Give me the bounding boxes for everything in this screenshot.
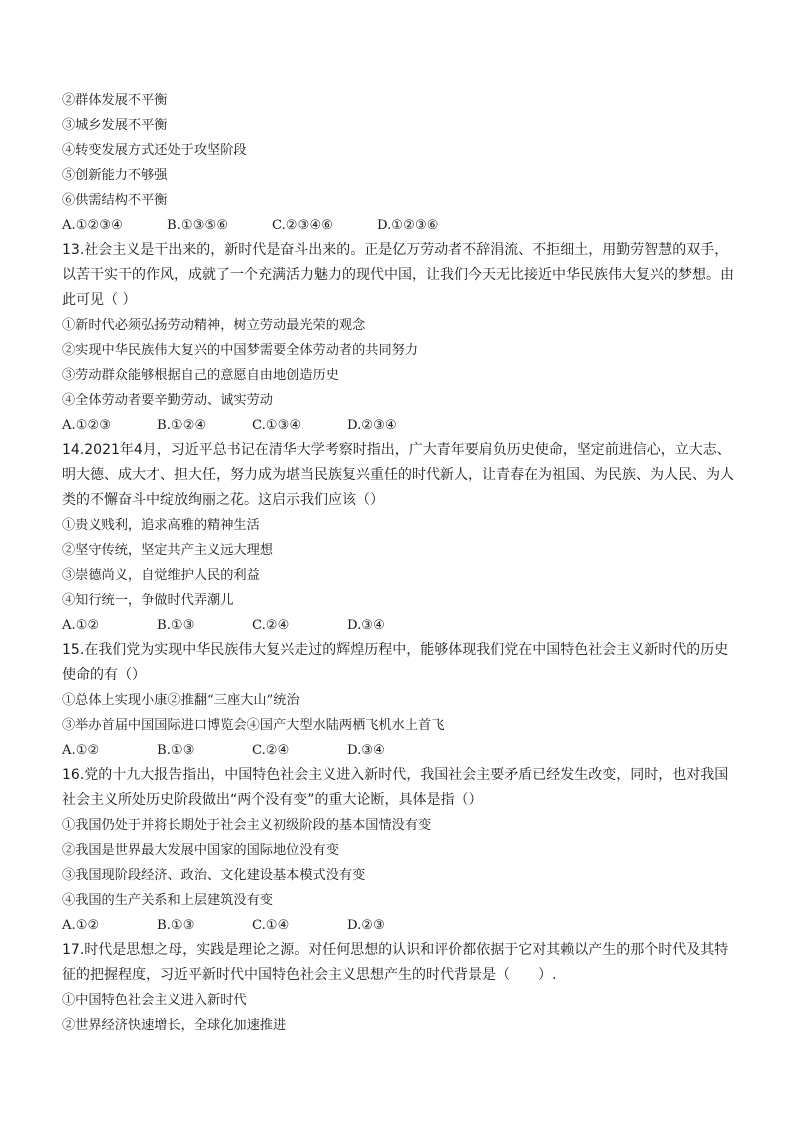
q16-option-2: ②我国是世界最大发展中国家的国际地位没有变	[62, 843, 339, 858]
q15-stem: 15.在我们党为实现中华民族伟大复兴走过的辉煌历程中，能够体现我们党在中国特色社会主义新时代的历史使命的有（）	[62, 642, 729, 683]
q15-options-line-2: ③举办首届中国国际进口博览会④国产大型水陆两栖飞机水上首飞	[62, 718, 445, 733]
q14-choice-c: C.②④	[252, 618, 290, 633]
q12-choice-a: A.①②③④	[62, 218, 124, 233]
q17-stem: 17.时代是思想之母，实践是理论之源。对任何思想的认识和评价都依据于它对其赖以产生的那个时代及其特征的把握程度，习近平新时代中国特色社会主义思想产生的时代背景是（ ）.	[62, 942, 729, 983]
q15-options-line-1: ①总体上实现小康②推翻“三座大山”统治	[62, 693, 300, 708]
q14-choice-b: B.①③	[157, 618, 195, 633]
q13-choice-c: C.①③④	[252, 418, 302, 433]
q17-option-2: ②世界经济快速增长，全球化加速推进	[62, 1018, 287, 1033]
q14-choice-d: D.③④	[347, 618, 385, 633]
q12-option-3: ③城乡发展不平衡	[62, 118, 168, 133]
q16-choice-b: B.①③	[157, 918, 195, 933]
q13-option-2: ②实现中华民族伟大复兴的中国梦需要全体劳动者的共同努力	[62, 343, 419, 358]
q13-choice-b: B.①②④	[157, 418, 207, 433]
q14-option-4: ④知行统一，争做时代弄潮儿	[62, 593, 234, 608]
q12-option-6: ⑥供需结构不平衡	[62, 193, 168, 208]
q16-choices	[62, 913, 734, 938]
q12-option-4: ④转变发展方式还处于攻坚阶段	[62, 143, 247, 158]
q13-choice-d: D.②③④	[347, 418, 397, 433]
q14-option-2: ②坚守传统，坚定共产主义远大理想	[62, 543, 273, 558]
q13-choice-a: A.①②③	[62, 418, 112, 433]
q13-option-3: ③劳动群众能够根据自己的意愿自由地创造历史	[62, 368, 339, 383]
q15-choice-d: D.③④	[347, 743, 385, 758]
q15-choice-b: B.①③	[157, 743, 195, 758]
q14-option-3: ③崇德尚义，自觉维护人民的利益	[62, 568, 260, 583]
q17-option-1: ①中国特色社会主义进入新时代	[62, 993, 247, 1008]
q16-option-1: ①我国仍处于并将长期处于社会主义初级阶段的基本国情没有变	[62, 818, 432, 833]
q13-stem: 13.社会主义是干出来的，新时代是奋斗出来的。正是亿万劳动者不辞涓流、不拒细土，用勤劳智慧的双手，以苦干实干的作风，成就了一个充满活力魅力的现代中国，让我们今天无比接近中华民族伟大复兴的梦想。由此可见（ ）	[62, 242, 734, 308]
q15-choice-c: C.②④	[252, 743, 290, 758]
q16-choice-c: C.①④	[252, 918, 290, 933]
q13-option-1: ①新时代必须弘扬劳动精神，树立劳动最光荣的观念	[62, 318, 366, 333]
question-list	[62, 88, 734, 1038]
q15-choice-a: A.①②	[62, 743, 100, 758]
q12-option-5: ⑤创新能力不够强	[62, 168, 168, 183]
q12-choice-b: B.①③⑤⑥	[167, 218, 229, 233]
q16-stem: 16.党的十九大报告指出，中国特色社会主义进入新时代，我国社会主要矛盾已经发生改变，同时，也对我国社会主义所处历史阶段做出“两个没有变”的重大论断，具体是指（）	[62, 767, 729, 808]
q12-option-2: ②群体发展不平衡	[62, 93, 168, 108]
q14-option-1: ①贵义贱利，追求高雅的精神生活	[62, 518, 260, 533]
q16-option-3: ③我国现阶段经济、政治、文化建设基本模式没有变	[62, 868, 366, 883]
q14-choice-a: A.①②	[62, 618, 100, 633]
q12-choices	[62, 213, 734, 238]
q14-choices	[62, 613, 734, 638]
q16-choice-d: D.②③	[347, 918, 385, 933]
q15-choices	[62, 738, 734, 763]
q16-option-4: ④我国的生产关系和上层建筑没有变	[62, 893, 273, 908]
q12-choice-c: C.②③④⑥	[272, 218, 334, 233]
q14-stem: 14.2021年4月，习近平总书记在清华大学考察时指出，广大青年要肩负历史使命，坚定前进信心，立大志、明大德、成大才、担大任，努力成为堪当民族复兴重任的时代新人，让青春在为祖国、为民族、为人民、为人类的不懈奋斗中绽放绚丽之花。这启示我们应该（）	[62, 442, 734, 508]
q16-choice-a: A.①②	[62, 918, 100, 933]
q13-option-4: ④全体劳动者要辛勤劳动、诚实劳动	[62, 393, 273, 408]
q13-choices	[62, 413, 734, 438]
q12-choice-d: D.①②③⑥	[377, 218, 439, 233]
